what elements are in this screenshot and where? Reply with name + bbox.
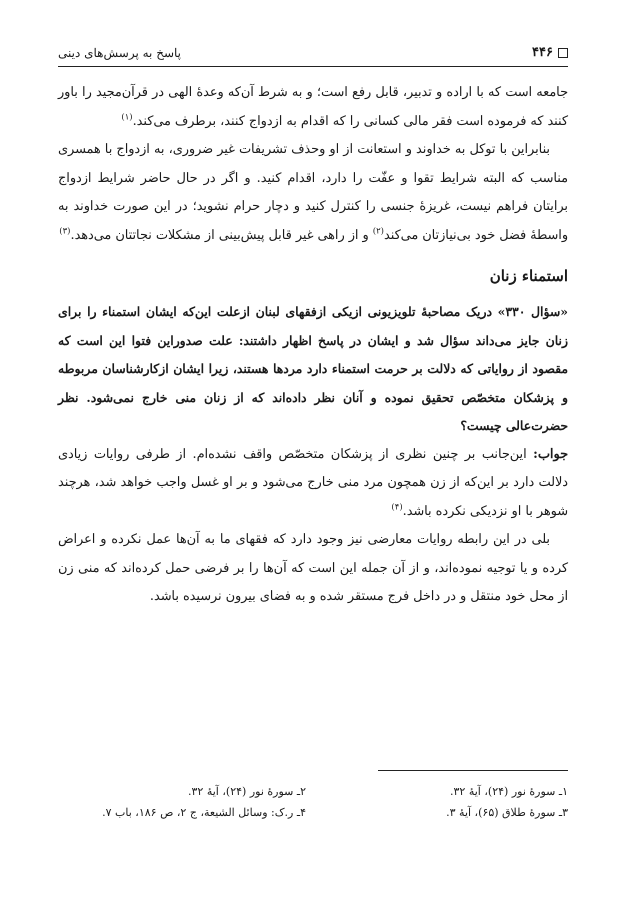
answer-label: جواب: bbox=[533, 446, 568, 462]
page-header bbox=[58, 42, 568, 67]
footnote-2: ۲ـ سورهٔ نور (۲۴)، آیهٔ ۳۲. bbox=[188, 785, 306, 798]
intro-paragraph-1 bbox=[58, 79, 568, 136]
footnote-ref-1: (۱) bbox=[121, 112, 133, 123]
question-paragraph: «سؤال ۳۳۰» دریک مصاحبهٔ تلویزیونی ازیکی ازفقهای لبنان ازعلت این‌که ایشان استمناء را برای زنان جایز می‌داند سؤال شد و ایشان در پاسخ اظهار داشتند: علت صدوراین فتوا این است که مقصود از روایاتی که دلالت بر حرمت استمناء دارد مردها هستند، زیرا ایشان ازکارشناسان مربوطه و پزشکان متخصّص تحقیق نموده و آنان نظر داده‌اند که از زنان منی خارج نمی‌شود. نظر حضرت‌عالی چیست؟ bbox=[58, 304, 568, 433]
answer-paragraph-1 bbox=[58, 441, 568, 527]
footnote-ref-2: (۲) bbox=[372, 226, 384, 237]
footnote-divider bbox=[378, 770, 568, 771]
page-number-group bbox=[532, 42, 568, 64]
document-page bbox=[58, 42, 568, 862]
page-number: ۴۴۶ bbox=[532, 45, 553, 60]
footnote-list bbox=[58, 781, 568, 823]
footnote-4: ۴ـ ر.ک: وسائل الشیعة، ج ۲، ص ۱۸۶، باب ۷. bbox=[102, 806, 306, 819]
running-title: پاسخ به پرسش‌های دینی bbox=[58, 46, 182, 60]
answer-paragraph-1-text: این‌جانب بر چنین نظری از پزشکان متخصّص واقف نشده‌ام. از طرفی روایات زیادی دلالت دارد بر این‌که از زن همچون مرد منی خارج می‌شود و بر او غسل واجب خواهد شد، هرچند شوهر با او نزدیکی نکرده باشد. bbox=[58, 446, 568, 519]
intro-paragraph-2-text-a: بنابراین با توکل به خداوند و استعانت از او وحذف تشریفات غیر ضروری، به ازدواج با همسری مناسب که البته شرایط تقوا و عفّت را دارد، اقدام کنید. و اگر در حال حاضر شرایط ازدواج برایتان فراهم نیست، غریزهٔ جنسی را کنترل کنید و دچار حرام نشوید؛ در این صورت خداوند به واسطهٔ فضل خود بی‌نیازتان می‌کند bbox=[58, 142, 568, 243]
footnote-ref-3: (۳) bbox=[59, 226, 71, 237]
intro-paragraph-2-text-b: و از راهی غیر قابل پیش‌بینی از مشکلات نجاتتان می‌دهد. bbox=[70, 227, 373, 243]
intro-paragraph-2 bbox=[58, 136, 568, 250]
footnotes bbox=[58, 770, 568, 823]
square-bullet-icon bbox=[558, 48, 568, 58]
section-title: استمناء زنان bbox=[489, 267, 568, 285]
footnote-ref-4: (۴) bbox=[391, 502, 403, 513]
page-body bbox=[58, 79, 568, 612]
intro-paragraph-1-text: جامعه است که با اراده و تدبیر، قابل رفع است؛ و به شرط آن‌که وعدهٔ الهی در قرآن‌مجید را باور کنند که فرموده است فقر مالی کسانی را که اقدام به ازدواج کنند، برطرف می‌کند. bbox=[58, 85, 568, 129]
answer-paragraph-2: بلی در این رابطه روایات معارضی نیز وجود دارد که فقهای ما به آن‌ها عمل نکرده و اعراض کرده و یا توجیه نموده‌اند، و از آن جمله این است که آن‌ها را بر فرضی حمل کرده‌اند که منی زن از محل خود منتقل و در داخل فرج مستقر شده و به فضای بیرون نرسیده باشد. bbox=[58, 532, 568, 604]
footnote-1: ۱ـ سورهٔ نور (۲۴)، آیهٔ ۳۲. bbox=[450, 785, 568, 798]
footnote-3: ۳ـ سورهٔ طلاق (۶۵)، آیهٔ ۳. bbox=[446, 806, 568, 819]
